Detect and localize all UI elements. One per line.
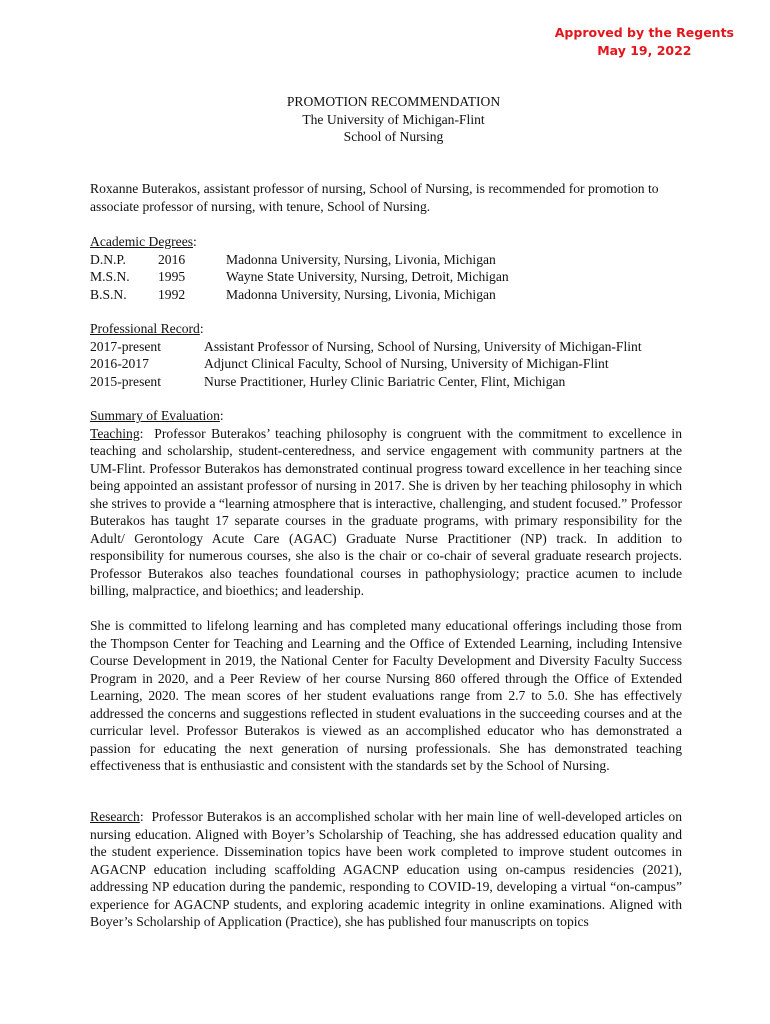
record-position: Nurse Practitioner, Hurley Clinic Bariatric Center, Flint, Michigan [204, 373, 566, 389]
summary-heading-line: Summary of Evaluation: [90, 408, 224, 423]
record-row [90, 373, 682, 391]
degree-year: 1992 [158, 286, 186, 302]
teaching-text-2: She is committed to lifelong learning and has completed many educational offerings including those from the Thompson Center for Teaching and Learning and the Office of Extended Learning, including Intensive Course Development in 2019, the National Center for Faculty Development and Diversity Faculty Success Program in 2020, and a Peer Review of her course Nursing 860 offered through the Office of Extended Learning, 2020. The mean scores of her student evaluations range from 2.7 to 5.0. She has effectively addressed the concerns and suggestions reflected in student evaluations in the succeeding courses and at the curricular level. Professor Buterakos is viewed as an accomplished educator who has demonstrated a passion for educating the next generation of nursing professionals. She has demonstrated teaching effectiveness that is enthusiastic and consistent with the standards set by the School of Nursing. [90, 618, 682, 773]
degrees-heading: Academic Degrees [90, 234, 194, 249]
record-heading: Professional Record [90, 321, 200, 336]
record-years: 2016-2017 [90, 356, 149, 371]
approval-line: Approved by the Regents [554, 25, 734, 40]
professional-record-section [90, 320, 682, 390]
approval-stamp [555, 24, 734, 60]
degree-institution: Madonna University, Nursing, Livonia, Michigan [226, 286, 496, 302]
degree-row [90, 251, 682, 269]
record-row [90, 355, 682, 373]
degree-institution: Wayne State University, Nursing, Detroit, Michigan [226, 269, 509, 284]
degree-row [90, 268, 682, 286]
document-title: PROMOTION RECOMMENDATION [286, 94, 501, 109]
degree-name: D.N.P. [90, 251, 126, 267]
summary-heading: Summary of Evaluation [90, 408, 220, 423]
record-years: 2017-present [90, 338, 161, 354]
research-line: Research: Professor Buterakos is an accomplished scholar with her main line of well-developed articles on nursing education. Aligned with Boyer’s Scholarship of Teaching, she has addressed education quality and the student experience. Dissemination topics have been work completed to improve student outcomes in AGACNP education including scaffolding AGACNP education using on-campus residencies (2021), addressing NP education during the pandemic, responding to COVID-19, developing a virtual “on-campus” experience for AGACNP students, and exploring academic integrity in online examinations. Aligned with Boyer’s Scholarship of Application (Practice), she has published four manuscripts on topics [90, 809, 682, 929]
academic-degrees-section [90, 233, 682, 303]
record-years: 2015-present [90, 373, 161, 389]
record-position: Adjunct Clinical Faculty, School of Nursing, University of Michigan-Flint [204, 356, 609, 371]
degree-institution: Madonna University, Nursing, Livonia, Michigan [226, 251, 496, 267]
degree-year: 1995 [158, 269, 186, 284]
teaching-label: Teaching [90, 425, 140, 441]
degrees-heading-line: Academic Degrees: [90, 234, 197, 249]
summary-section [90, 407, 682, 600]
degree-name: M.S.N. [90, 269, 130, 284]
degree-row [90, 286, 682, 304]
record-position: Assistant Professor of Nursing, School of Nursing, University of Michigan-Flint [204, 338, 642, 354]
record-heading-line: Professional Record: [90, 321, 204, 336]
research-paragraph [90, 808, 682, 931]
research-label: Research [90, 809, 140, 824]
research-text: Professor Buterakos is an accomplished scholar with her main line of well-developed articles on nursing education. Aligned with Boyer’s Scholarship of Teaching, she has addressed education quality and the student experience. Dissemination topics have been work completed to improve student outcomes in AGACNP education including scaffolding AGACNP education using on-campus residencies (2021), addressing NP education during the pandemic, responding to COVID-19, developing a virtual “on-campus” experience for AGACNP students, and exploring academic integrity in online examinations. Aligned with Boyer’s Scholarship of Application (Practice), she has published four manuscripts on topics [90, 809, 682, 929]
intro-text: Roxanne Buterakos, assistant professor of nursing, School of Nursing, is recommended for promotion to associate professor of nursing, with tenure, School of Nursing. [90, 181, 659, 214]
record-row [90, 338, 682, 356]
teaching-text: Professor Buterakos’ teaching philosophy is congruent with the commitment to excellence in teaching and scholarship, student-centeredness, and service engagement with community partners at the UM-Flint. Professor Buterakos has demonstrated continual progress toward excellence in her teaching since being appointed an assistant professor of nursing in 2017. She is driven by her teaching philosophy in which she strives to provide a “learning atmosphere that is interactive, challenging, and student focused.” Professor Buterakos has taught 17 separate courses in the graduate programs, with primary responsibility for the Adult/ Gerontology Acute Care (AGAC) Graduate Nurse Practitioner (NP) track. In addition to responsibility for numerous courses, she also is the chair or co-chair of several graduate research projects. Professor Buterakos also teaches foundational courses in pathophysiology; practice acumen to include billing, malpractice, and bioethics; and leadership. [90, 425, 682, 598]
document-header [0, 93, 770, 146]
degree-year: 2016 [158, 251, 186, 267]
university-name: The University of Michigan-Flint [302, 111, 485, 127]
teaching-paragraph: Teaching: Professor Buterakos’ teaching philosophy is congruent with the commitment to excellence in teaching and scholarship, student-centeredness, and service engagement with community partners at the UM-Flint. Professor Buterakos has demonstrated continual progress toward excellence in her teaching since being appointed an assistant professor of nursing in 2017. She is driven by her teaching philosophy in which she strives to provide a “learning atmosphere that is interactive, challenging, and student focused.” Professor Buterakos has taught 17 separate courses in the graduate programs, with primary responsibility for the Adult/ Gerontology Acute Care (AGAC) Graduate Nurse Practitioner (NP) track. In addition to responsibility for numerous courses, she also is the chair or co-chair of several graduate research projects. Professor Buterakos also teaches foundational courses in pathophysiology; practice acumen to include billing, malpractice, and bioethics; and leadership. [90, 425, 682, 598]
teaching-paragraph-2 [90, 617, 682, 775]
school-name: School of Nursing [343, 129, 444, 144]
approval-date: May 19, 2022 [597, 43, 692, 58]
intro-paragraph [90, 180, 682, 215]
degree-name: B.S.N. [90, 286, 127, 302]
